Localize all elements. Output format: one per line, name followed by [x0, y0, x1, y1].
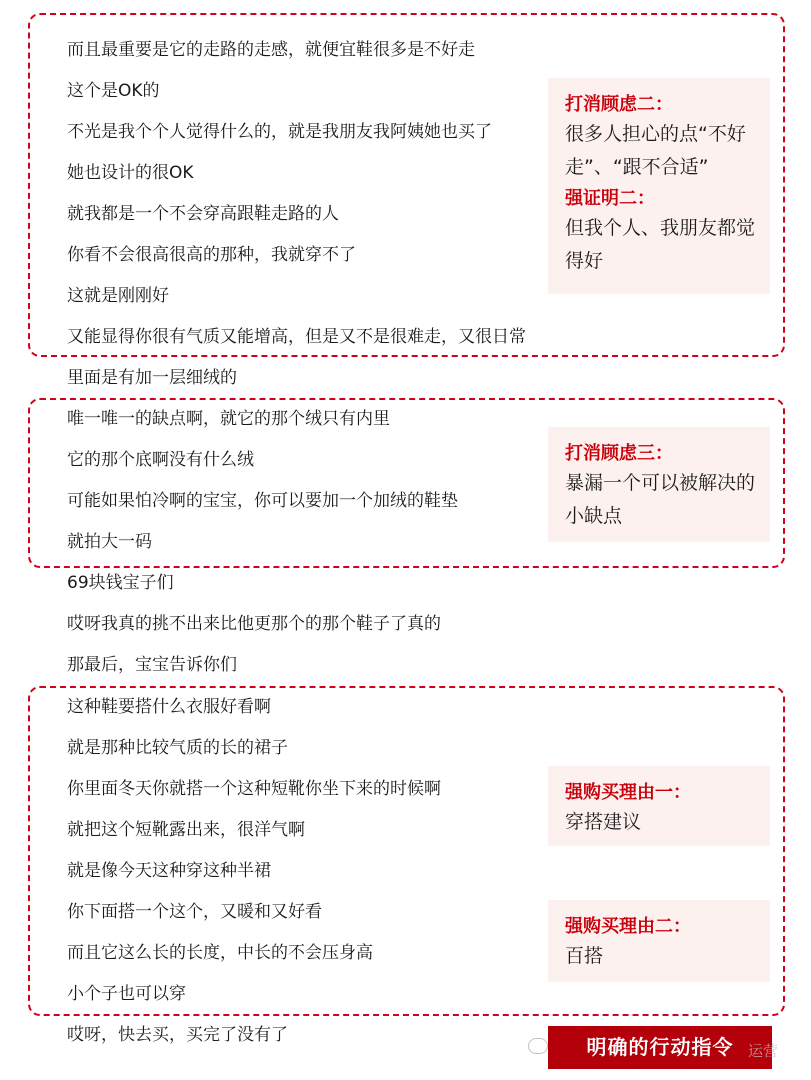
note-heading: 强购买理由一： — [565, 782, 691, 803]
transcript-line: 就拍大一码 — [67, 532, 152, 552]
note-heading: 强证明二： — [565, 188, 655, 209]
annotation-note-4 — [548, 900, 770, 982]
transcript-line: 那最后，宝宝告诉你们 — [67, 655, 237, 675]
note-body: 百搭 — [565, 945, 604, 967]
transcript-line: 可能如果怕冷啊的宝宝，你可以要加一个加绒的鞋垫 — [67, 491, 458, 511]
transcript-line: 它的那个底啊没有什么绒 — [67, 450, 254, 470]
transcript-line: 就是像今天这种穿这种半裙 — [67, 861, 271, 881]
action-banner: 明确的行动指令 — [548, 1026, 772, 1069]
transcript-line: 你看不会很高很高的那种，我就穿不了 — [67, 245, 356, 265]
transcript-line: 这个是OK的 — [67, 81, 160, 101]
annotation-note-1 — [548, 78, 770, 294]
transcript-line: 就是那种比较气质的长的裙子 — [67, 738, 288, 758]
transcript-line: 里面是有加一层细绒的 — [67, 368, 237, 388]
transcript-line: 就我都是一个不会穿高跟鞋走路的人 — [67, 204, 339, 224]
transcript-line: 你下面搭一个这个，又暖和又好看 — [67, 902, 322, 922]
note-body: 很多人担心的点“不好走”、“跟不合适” — [565, 123, 746, 178]
transcript-line: 你里面冬天你就搭一个这种短靴你坐下来的时候啊 — [67, 779, 441, 799]
wechat-icon — [528, 1038, 548, 1054]
transcript-line: 又能显得你很有气质又能增高，但是又不是很难走，又很日常 — [67, 327, 526, 347]
watermark-text: 运营 — [748, 1042, 779, 1060]
transcript-line: 这种鞋要搭什么衣服好看啊 — [67, 697, 271, 717]
note-body: 但我个人、我朋友都觉得好 — [565, 217, 756, 272]
transcript-line: 哎呀，快去买，买完了没有了 — [67, 1025, 288, 1045]
transcript-line: 69块钱宝子们 — [67, 573, 174, 593]
note-heading: 打消顾虑二： — [565, 94, 673, 115]
transcript-line: 这就是刚刚好 — [67, 286, 169, 306]
note-body: 暴漏一个可以被解决的小缺点 — [565, 472, 756, 527]
transcript-line: 哎呀我真的挑不出来比他更那个的那个鞋子了真的 — [67, 614, 441, 634]
transcript-line: 而且它这么长的长度，中长的不会压身高 — [67, 943, 373, 963]
transcript-line: 不光是我个个人觉得什么的，就是我朋友我阿姨她也买了 — [67, 122, 492, 142]
transcript-line: 就把这个短靴露出来，很洋气啊 — [67, 820, 305, 840]
transcript-line: 而且最重要是它的走路的走感，就便宜鞋很多是不好走 — [67, 40, 475, 60]
note-heading: 打消顾虑三： — [565, 443, 673, 464]
watermark — [528, 1036, 552, 1054]
note-heading: 强购买理由二： — [565, 916, 691, 937]
transcript-line: 她也设计的很OK — [67, 163, 194, 183]
note-body: 穿搭建议 — [565, 811, 642, 833]
transcript-line: 小个子也可以穿 — [67, 984, 186, 1004]
transcript-line: 唯一唯一的缺点啊，就它的那个绒只有内里 — [67, 409, 390, 429]
annotation-note-3 — [548, 766, 770, 846]
annotation-note-2 — [548, 427, 770, 542]
